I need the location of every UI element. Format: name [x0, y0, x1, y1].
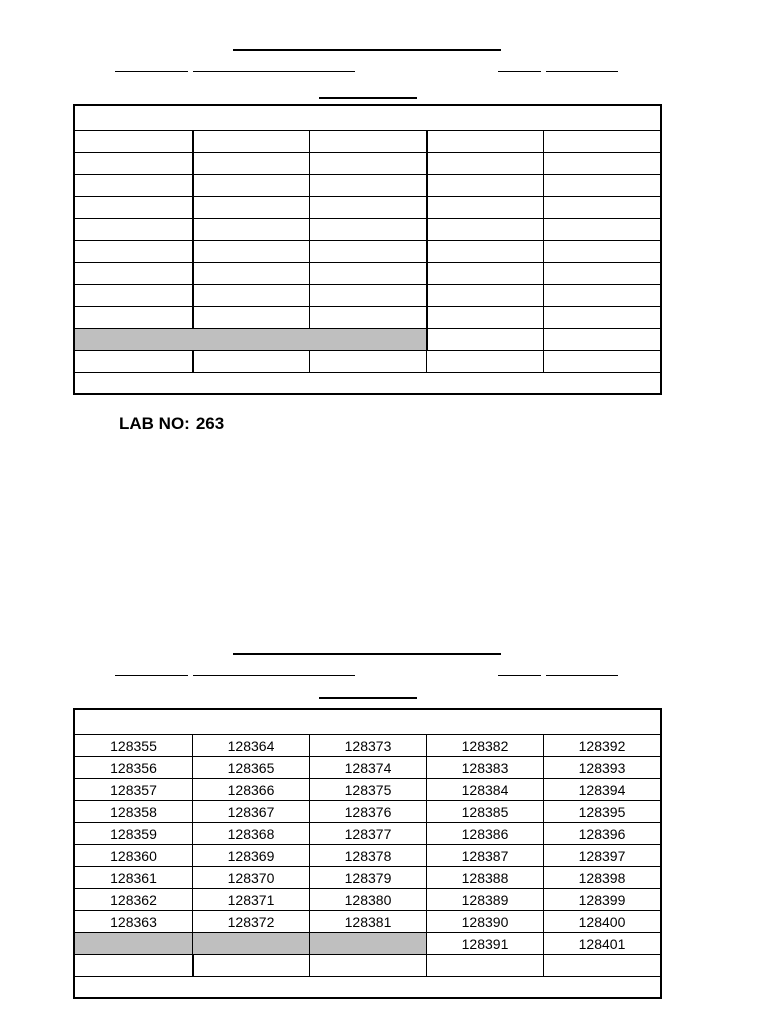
table-cell: 128369: [192, 845, 309, 866]
field-line: [115, 675, 188, 676]
table-cell: 128384: [426, 779, 543, 800]
table-row: [75, 734, 660, 756]
table-cell: 128375: [309, 779, 426, 800]
table-header-row: [75, 710, 660, 734]
table-cell: 128388: [426, 867, 543, 888]
table-cell: 128399: [543, 889, 660, 910]
table-cell: 128397: [543, 845, 660, 866]
table-row: [75, 800, 660, 822]
table-cell: 128362: [110, 891, 157, 908]
table-row: [75, 350, 660, 372]
title-line: [233, 49, 501, 51]
table-cell: 128361: [110, 869, 157, 886]
table-cell: 128365: [192, 757, 309, 778]
table-cell: 128363: [110, 913, 157, 930]
lab-no-label: LAB NO:: [119, 414, 190, 433]
table-row-shaded: [75, 932, 660, 954]
table-cell: 128380: [309, 889, 426, 910]
table-row: [75, 866, 660, 888]
table-row: [75, 130, 660, 152]
table-cell: 128372: [192, 911, 309, 932]
table-row: [75, 778, 660, 800]
table-cell: 128387: [426, 845, 543, 866]
table-cell: 128370: [192, 867, 309, 888]
subtitle-line: [319, 697, 417, 699]
lab-number-label: [119, 414, 224, 434]
table-row: [75, 240, 660, 262]
lab-no-value: 263: [195, 414, 225, 433]
table-cell: 128371: [192, 889, 309, 910]
table-cell: 128390: [426, 911, 543, 932]
table-cell: 128364: [192, 735, 309, 756]
table-cell: 128356: [110, 759, 157, 776]
table-cell: 128400: [543, 911, 660, 932]
field-line: [115, 71, 188, 72]
table-cell: 128359: [110, 825, 157, 842]
table-cell: 128374: [309, 757, 426, 778]
field-line: [193, 675, 355, 676]
field-line: [498, 71, 541, 72]
field-line: [546, 71, 618, 72]
subtitle-line: [319, 97, 417, 99]
table-row: [75, 262, 660, 284]
table-cell: 128391: [426, 933, 543, 954]
table-cell: [192, 933, 309, 954]
table-cell: [309, 933, 426, 954]
table-row: [75, 152, 660, 174]
table-cell: 128385: [426, 801, 543, 822]
table-cell: 128358: [110, 803, 157, 820]
table-row: [75, 756, 660, 778]
table-row-shaded: [75, 328, 660, 350]
table-cell: 128395: [543, 801, 660, 822]
table-row: [75, 306, 660, 328]
field-line: [546, 675, 618, 676]
table-row: [75, 888, 660, 910]
table-cell: 128355: [110, 737, 157, 754]
table-cell: 128396: [543, 823, 660, 844]
table-cell: 128382: [426, 735, 543, 756]
table-cell: [75, 933, 192, 954]
table-cell: 128366: [192, 779, 309, 800]
table-cell: 128393: [543, 757, 660, 778]
table-row: [75, 218, 660, 240]
table-row: [75, 284, 660, 306]
field-line: [498, 675, 541, 676]
form-1-table: [73, 104, 662, 395]
table-row: [75, 954, 660, 976]
table-cell: 128367: [192, 801, 309, 822]
table-cell: 128368: [192, 823, 309, 844]
table-cell: 128357: [110, 781, 157, 798]
table-cell: 128381: [309, 911, 426, 932]
table-header-row: [75, 106, 660, 130]
table-cell: 128389: [426, 889, 543, 910]
table-cell: 128398: [543, 867, 660, 888]
field-line: [193, 71, 355, 72]
table-cell: 128377: [309, 823, 426, 844]
table-cell: 128376: [309, 801, 426, 822]
table-cell: 128378: [309, 845, 426, 866]
table-cell: 128392: [543, 735, 660, 756]
table-row: [75, 844, 660, 866]
table-row: [75, 174, 660, 196]
table-footer-row: [75, 976, 660, 997]
table-cell: 128401: [543, 933, 660, 954]
table-row: [75, 822, 660, 844]
table-cell: 128394: [543, 779, 660, 800]
table-row: [75, 196, 660, 218]
table-footer-row: [75, 372, 660, 393]
form-2-table: [73, 708, 662, 999]
table-cell: 128379: [309, 867, 426, 888]
table-cell: 128383: [426, 757, 543, 778]
table-cell: 128386: [426, 823, 543, 844]
table-row: [75, 910, 660, 932]
table-cell: 128373: [309, 735, 426, 756]
table-cell: 128360: [110, 847, 157, 864]
title-line: [233, 653, 501, 655]
